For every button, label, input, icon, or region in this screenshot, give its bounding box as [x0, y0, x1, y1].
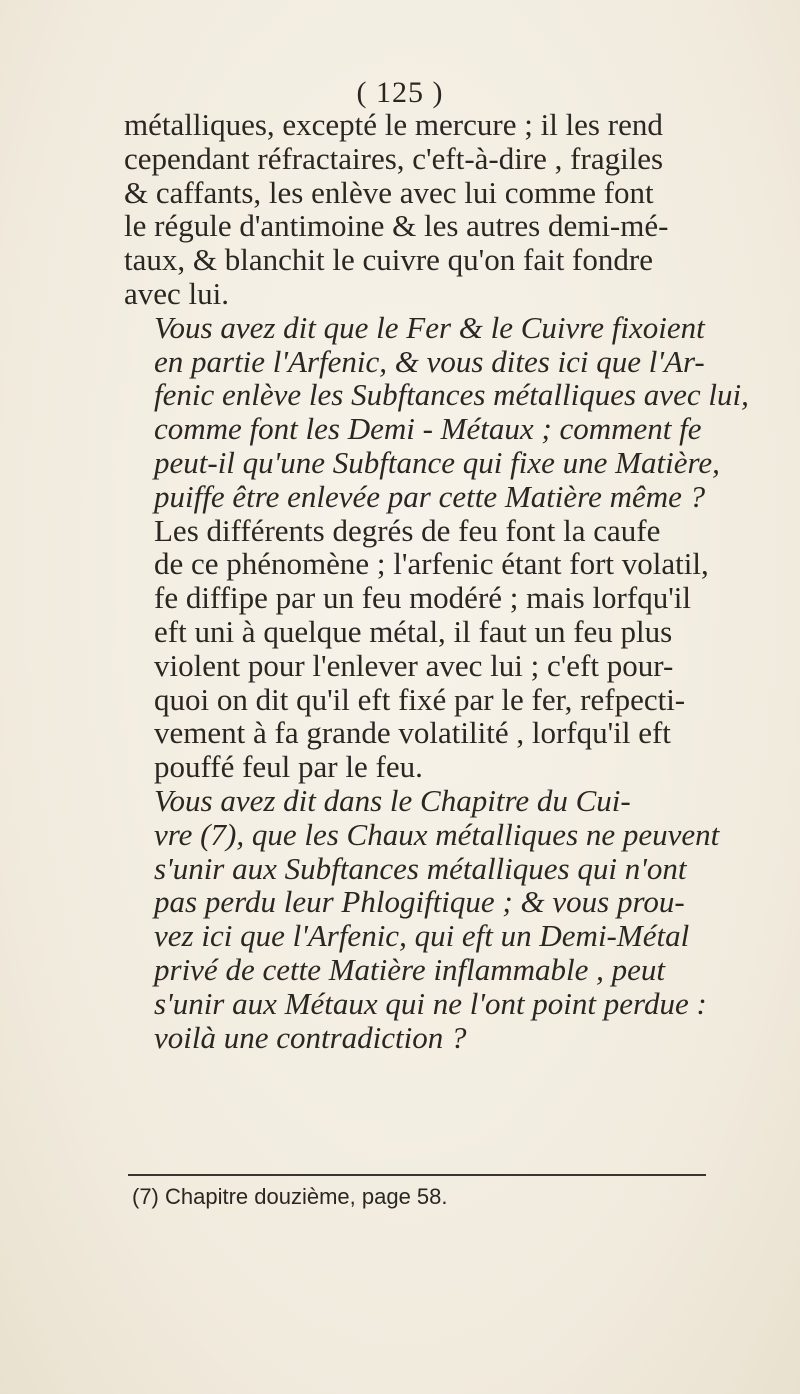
paragraph-continuation — [124, 108, 708, 311]
text-line: puiffe être enlevée par cette Matière même ? — [154, 478, 706, 514]
footnote-divider — [128, 1174, 706, 1176]
text-line: privé de cette Matière inflammable , peut — [154, 951, 666, 987]
text-line: fenic enlève les Subftances métalliques avec lui, — [154, 377, 749, 413]
text-line: Vous avez dit dans le Chapitre du Cui- — [154, 782, 631, 818]
text-line: & caffants, les enlève avec lui comme font — [124, 174, 654, 210]
question-paragraph — [124, 782, 720, 1055]
text-line: comme font les Demi - Métaux ; comment fe — [154, 411, 702, 447]
body-text — [124, 107, 749, 1055]
text-line: en partie l'Arfenic, & vous dites ici que l'Ar- — [154, 343, 705, 379]
footnote: (7) Chapitre douzième, page 58. — [132, 1184, 448, 1209]
text-line: taux, & blanchit le cuivre qu'on fait fondre — [124, 242, 653, 278]
text-line: peut-il qu'une Subftance qui fixe une Matière, — [154, 444, 720, 480]
text-line: violent pour l'enlever avec lui ; c'eft pour- — [154, 647, 674, 683]
text-line: vez ici que l'Arfenic, qui eft un Demi-Métal — [154, 918, 690, 954]
text-line: cependant réfractaires, c'eft-à-dire , fragiles — [124, 140, 664, 176]
text-line: de ce phénomène ; l'arfenic étant fort volatil, — [154, 546, 709, 582]
page-number: ( 125 ) — [356, 76, 444, 109]
text-line: s'unir aux Subftances métalliques qui n'ont — [154, 850, 687, 886]
text-line: s'unir aux Métaux qui ne l'ont point perdue : — [154, 985, 707, 1021]
text-line: eft uni à quelque métal, il faut un feu plus — [154, 613, 673, 649]
text-line: pouffé feul par le feu. — [154, 749, 423, 785]
text-line: pas perdu leur Phlogiftique ; & vous prou- — [154, 884, 685, 920]
text-line: fe diffipe par un feu modéré ; mais lorfqu'il — [154, 580, 692, 616]
text-line: voilà une contradiction ? — [154, 1019, 467, 1055]
answer-paragraph — [124, 514, 708, 784]
question-paragraph — [124, 309, 749, 514]
text-line: quoi on dit qu'il eft fixé par le fer, refpecti- — [154, 681, 686, 717]
text-line: Les différents degrés de feu font la caufe — [154, 512, 661, 548]
text-line: vement à fa grande volatilité , lorfqu'il eft — [154, 715, 671, 751]
text-line: Vous avez dit que le Fer & le Cuivre fixoient — [154, 309, 705, 345]
text-line: vre (7), que les Chaux métalliques ne peuvent — [154, 816, 720, 852]
text-line: le régule d'antimoine & les autres demi-mé- — [124, 208, 669, 244]
text-line: métalliques, excepté le mercure ; il les rend — [124, 107, 663, 142]
text-line: avec lui. — [124, 275, 230, 311]
